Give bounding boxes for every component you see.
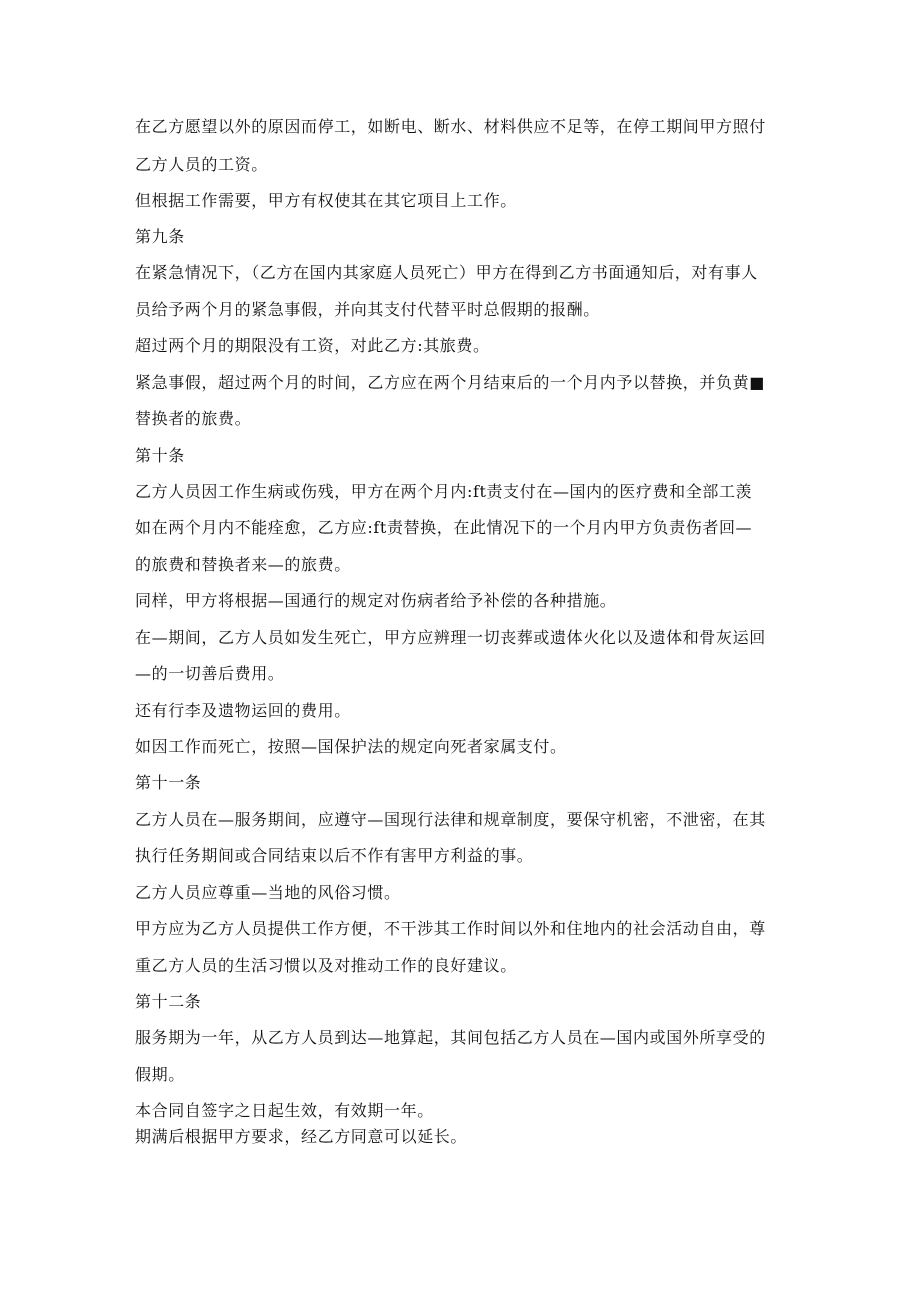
text-line: 同样，甲方将根据—国通行的规定对伤病者给予补偿的各种措施。: [135, 591, 617, 610]
text-line: 乙方人员应尊重—当地的风俗习惯。: [135, 883, 401, 902]
text-line: 如因工作而死亡，按照—国保护法的规定向死者家属支付。: [135, 737, 567, 756]
text-line: 重乙方人员的生活习惯以及对推动工作的良好建议。: [135, 956, 517, 975]
text-line: 本合同自签字之日起生效，有效期一年。: [135, 1101, 434, 1120]
article-heading-11: 第十一条: [135, 773, 202, 792]
text-line: 但根据工作需要，甲方有权使其在其它项目上工作。: [135, 191, 517, 210]
text-line: 乙方人员在—服务期间，应遵守—国现行法律和规章制度，要保守机密，不泄密，在其: [135, 810, 766, 829]
text-line: —的一切善后费用。: [135, 664, 285, 683]
text-line: 假期。: [135, 1065, 185, 1084]
text-line: 乙方人员因工作生病或伤残，甲方在两个月内:ft责支付在—国内的医疗费和全部工羡: [135, 482, 753, 501]
text-line: 在紧急情况下，（乙方在国内其家庭人员死亡）甲方在得到乙方书面通知后，对有事人: [135, 263, 758, 282]
text-line: 还有行李及遗物运回的费用。: [135, 701, 351, 720]
article-heading-10: 第十条: [135, 446, 185, 465]
text-line: 超过两个月的期限没有工资，对此乙方:其旅费。: [135, 336, 490, 355]
text-line: 在—期间，乙方人员如发生死亡，甲方应辨理一切丧葬或遗体火化以及遗体和骨灰运回: [135, 628, 766, 647]
text-line: 期满后根据甲方要求，经乙方同意可以延长。: [135, 1127, 468, 1146]
text-line: 甲方应为乙方人员提供工作方便，不干涉其工作时间以外和住地内的社会活动自由，尊: [135, 919, 766, 938]
article-heading-9: 第九条: [135, 227, 185, 246]
text-line: 服务期为一年，从乙方人员到达—地算起，其间包括乙方人员在—国内或国外所享受的: [135, 1028, 766, 1047]
article-heading-12: 第十二条: [135, 992, 202, 1011]
text-line: 执行任务期间或合同结束以后不作有害甲方利益的事。: [135, 846, 534, 865]
text-line: 如在两个月内不能痊愈，乙方应:ft责替换，在此情况下的一个月内甲方负责伤者回—: [135, 518, 753, 537]
text-line: 的旅费和替换者来—的旅费。: [135, 555, 351, 574]
text-line: 乙方人员的工资。: [135, 155, 268, 174]
text-line: 紧急事假，超过两个月的时间，乙方应在两个月结束后的一个月内予以替换，并负黄■: [135, 373, 765, 392]
text-line: 员给予两个月的紧急事假，并向其支付代替平时总假期的报酬。: [135, 300, 600, 319]
text-line: 替换者的旅费。: [135, 409, 252, 428]
text-line: 在乙方愿望以外的原因而停工，如断电、断水、材料供应不足等，在停工期间甲方照付: [135, 117, 766, 136]
